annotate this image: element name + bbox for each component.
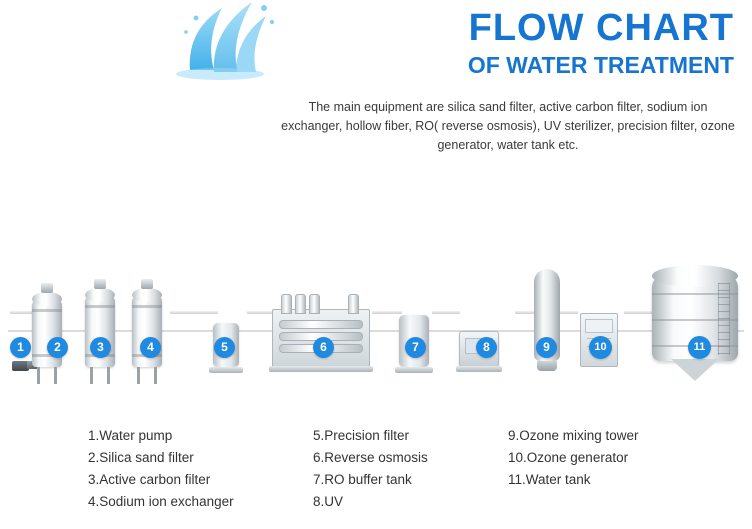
step-badge-7[interactable]: 7 [405,337,426,358]
water-splash-icon [160,0,300,82]
legend-item: 8.UV [313,494,344,509]
legend-item: 10.Ozone generator [508,450,629,465]
step-badge-10[interactable]: 10 [589,336,612,359]
legend-column-1 [88,425,234,513]
legend-item: 1.Water pump [88,428,173,443]
legend-item: 9.Ozone mixing tower [508,428,639,443]
step-badge-2[interactable]: 2 [47,337,68,358]
legend-item: 4.Sodium ion exchanger [88,494,234,509]
pipe-segment [560,311,578,314]
legend-item: 6.Reverse osmosis [313,450,428,465]
step-badge-11[interactable]: 11 [688,336,711,359]
legend-column-2 [313,425,428,513]
pipe-segment [432,311,460,314]
legend-item: 7.RO buffer tank [313,472,412,487]
legend-item: 11.Water tank [508,472,591,487]
page-title: FLOW CHART [468,7,734,49]
step-badge-8[interactable]: 8 [476,337,497,358]
step-badge-5[interactable]: 5 [214,337,235,358]
pipe-segment [170,311,218,314]
legend-column-3 [508,425,639,491]
equipment-flow-diagram [0,180,752,395]
page-subtitle: OF WATER TREATMENT [467,52,734,78]
intro-paragraph: The main equipment are silica sand filter, active carbon filter, sodium ion exchanger, hollow fiber, RO( reverse osmosis), UV sterilizer, precision filter, ozone generator, water tank etc. [281,100,735,152]
legend-item: 3.Active carbon filter [88,472,211,487]
title-block [304,6,734,80]
pipe-segment [372,311,402,314]
step-badge-9[interactable]: 9 [536,337,557,358]
legend [0,425,752,529]
legend-item: 2.Silica sand filter [88,450,194,465]
pipe-segment [624,311,652,314]
step-badge-3[interactable]: 3 [90,337,111,358]
header [0,0,752,180]
step-badge-6[interactable]: 6 [313,337,334,358]
step-badge-1[interactable]: 1 [10,337,31,358]
ground-line [8,330,744,332]
step-badge-4[interactable]: 4 [140,337,161,358]
legend-item: 5.Precision filter [313,428,410,443]
